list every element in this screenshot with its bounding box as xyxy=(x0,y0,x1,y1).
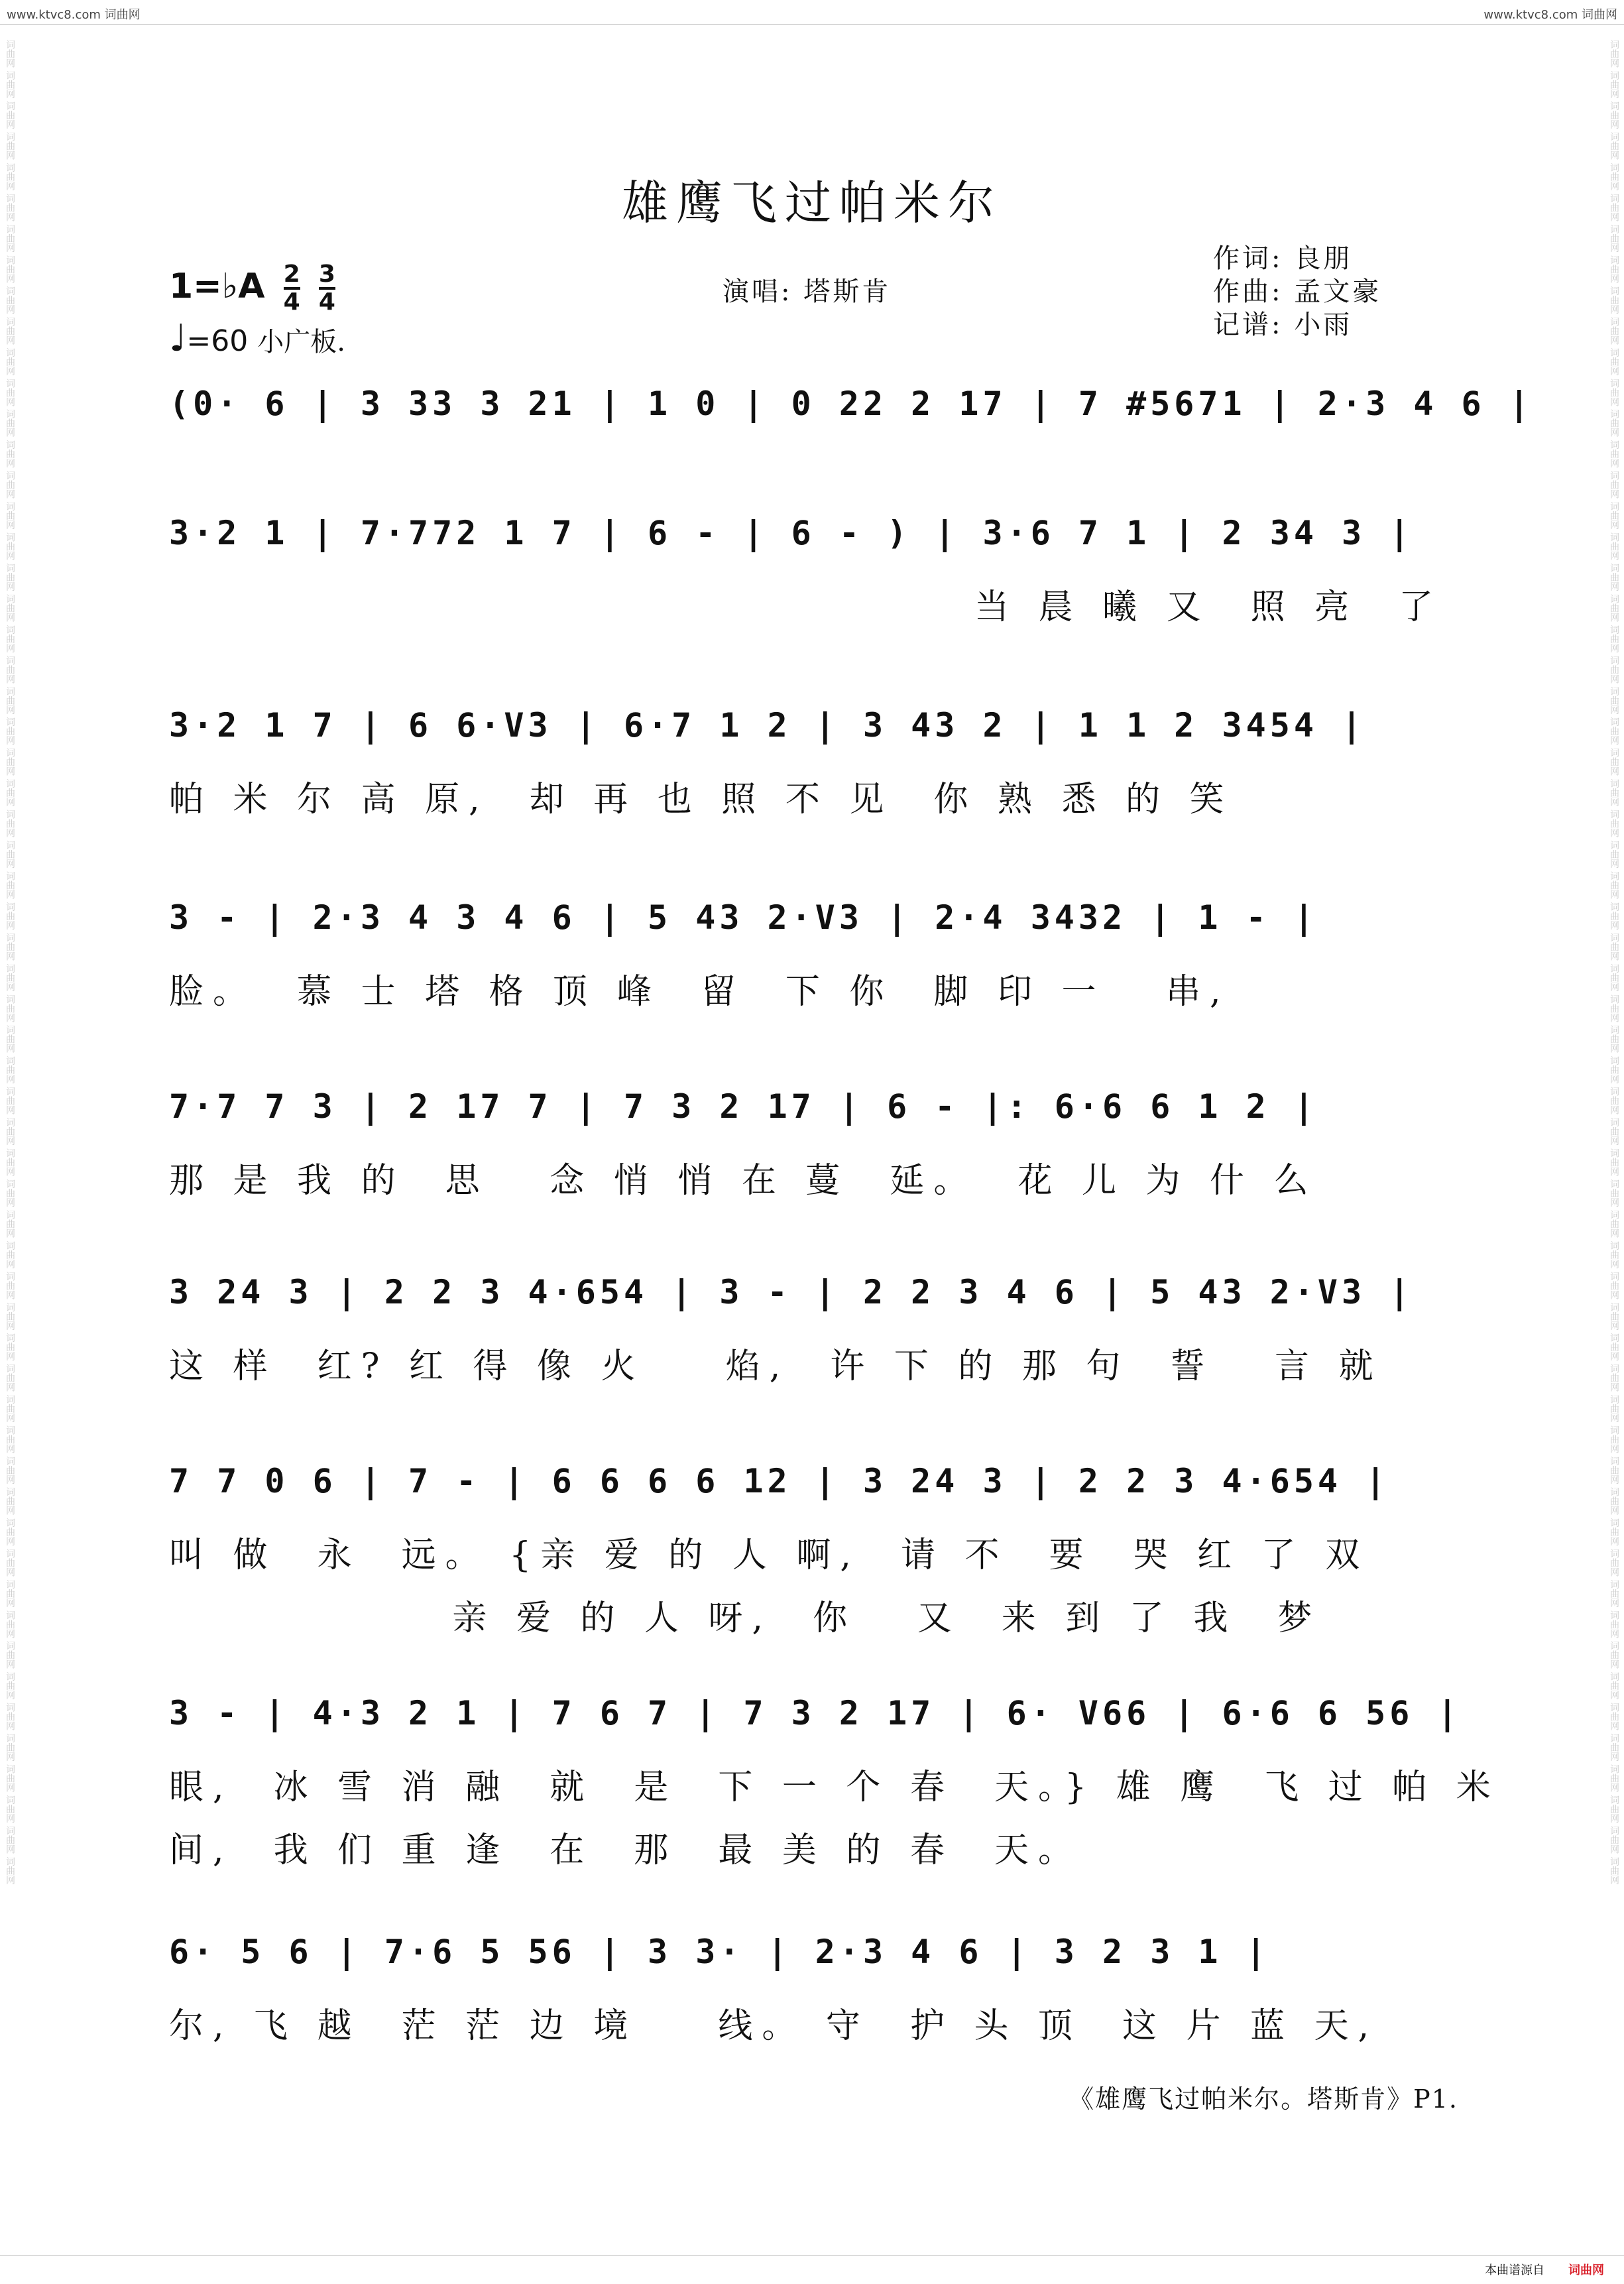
notation-line: 7·7 7 3 | 2 17 7 | 7 3 2 17 | 6 - |: 6·6 6 1 2 | xyxy=(169,1087,1318,1126)
tempo-text: 小广板. xyxy=(257,327,345,357)
brand-logo: 词曲网 xyxy=(1568,2263,1604,2277)
singer-credit: 演唱: 塔斯肯 xyxy=(723,276,892,307)
time-sig-2-bottom: 4 xyxy=(318,288,335,316)
footer-divider xyxy=(0,2255,1624,2256)
time-signature-1 xyxy=(284,262,300,315)
time-sig-1-top: 2 xyxy=(284,262,300,290)
lyric-line: 脸。 慕 士 塔 格 顶 峰 留 下 你 脚 印 一 串, xyxy=(169,972,1230,1012)
site-url-right: www.ktvc8.com 词曲网 xyxy=(1483,8,1617,22)
notation-line: 6· 5 6 | 7·6 5 56 | 3 3· | 2·3 4 6 | 3 2 3 1 | xyxy=(169,1933,1270,1971)
tempo-marking xyxy=(169,317,345,360)
lyric-line-2: 间, 我 们 重 逢 在 那 最 美 的 春 天。 xyxy=(169,1831,1082,1870)
right-watermark: 词曲网 词曲网 词曲网 词曲网 词曲网 词曲网 词曲网 词曲网 词曲网 词曲网 词曲网 词曲网 词曲网 词曲网 词曲网 词曲网 词曲网 词曲网 词曲网 词曲网 词曲网 词曲网 词曲网 词曲网 词曲网 词曲网 词曲网 词曲网 词曲网 词曲网 词曲网 词曲网 词曲网 词曲网 词曲网 词曲网 词曲网 词曲网 词曲网 词曲网 词曲网 词曲网 词曲网 词曲网 词曲网 词曲网 词曲网 词曲网 词曲网 词曲网 词曲网 词曲网 词曲网 词曲网 词曲网 词曲网 词曲网 词曲网 词曲网 词曲网 xyxy=(1609,40,1619,1885)
lyric-line: 尔, 飞 越 茫 茫 边 境 线。 守 护 头 顶 这 片 蓝 天, xyxy=(169,2006,1379,2046)
lyric-line: 叫 做 永 远。 {亲 爱 的 人 啊, 请 不 要 哭 红 了 双 xyxy=(169,1535,1369,1575)
lyricist-credit: 作词: 良朋 xyxy=(1213,243,1353,274)
page-footer: 《雄鹰飞过帕米尔。塔斯肯》P1. xyxy=(1069,2084,1458,2114)
lyric-line: 眼, 冰 雪 消 融 就 是 下 一 个 春 天。} 雄 鹰 飞 过 帕 米 xyxy=(169,1768,1500,1807)
site-url-left: www.ktvc8.com 词曲网 xyxy=(7,8,141,22)
lyric-line: 当 晨 曦 又 照 亮 了 xyxy=(974,587,1443,627)
system-7 xyxy=(169,1462,1389,1640)
system-3 xyxy=(169,706,1365,821)
lyric-line: 那 是 我 的 思 念 悄 悄 在 蔓 延。 花 儿 为 什 么 xyxy=(169,1161,1318,1201)
transcriber-credit: 记谱: 小雨 xyxy=(1213,310,1353,340)
notation-line: 3 24 3 | 2 2 3 4·654 | 3 - | 2 2 3 4 6 | 5 43 2·V3 | xyxy=(169,1273,1414,1311)
notation-line: 3 - | 4·3 2 1 | 7 6 7 | 7 3 2 17 | 6· V66 | 6·6 6 56 | xyxy=(169,1694,1462,1732)
quarter-note-icon: ♩ xyxy=(169,317,187,360)
left-watermark: 词曲网 词曲网 词曲网 词曲网 词曲网 词曲网 词曲网 词曲网 词曲网 词曲网 词曲网 词曲网 词曲网 词曲网 词曲网 词曲网 词曲网 词曲网 词曲网 词曲网 词曲网 词曲网 词曲网 词曲网 词曲网 词曲网 词曲网 词曲网 词曲网 词曲网 词曲网 词曲网 词曲网 词曲网 词曲网 词曲网 词曲网 词曲网 词曲网 词曲网 词曲网 词曲网 词曲网 词曲网 词曲网 词曲网 词曲网 词曲网 词曲网 词曲网 词曲网 词曲网 词曲网 词曲网 词曲网 词曲网 词曲网 词曲网 词曲网 词曲网 xyxy=(5,40,15,1885)
system-2 xyxy=(169,514,1442,629)
system-5 xyxy=(169,1087,1318,1202)
lyric-line: 这 样 红? 红 得 像 火 焰, 许 下 的 那 句 誓 言 就 xyxy=(169,1347,1383,1386)
lyric-line-2: 亲 爱 的 人 呀, 你 又 来 到 了 我 梦 xyxy=(169,1598,1322,1638)
system-6 xyxy=(169,1273,1413,1388)
notation-line: 3·2 1 | 7·772 1 7 | 6 - | 6 - ) | 3·6 7 1 | 2 34 3 | xyxy=(169,514,1414,552)
system-4 xyxy=(169,898,1318,1013)
lyric-line: 帕 米 尔 高 原, 却 再 也 照 不 见 你 熟 悉 的 笑 xyxy=(169,780,1234,819)
song-title: 雄鹰飞过帕米尔 xyxy=(622,176,1002,230)
system-1 xyxy=(169,385,1533,423)
source-stamp: 本曲谱源自 xyxy=(1485,2263,1544,2277)
notation-line: (0· 6 | 3 33 3 21 | 1 0 | 0 22 2 17 | 7 #5671 | 2·3 4 6 | xyxy=(169,385,1533,423)
notation-line: 3·2 1 7 | 6 6·V3 | 6·7 1 2 | 3 43 2 | 1 1 2 3454 | xyxy=(169,706,1366,745)
time-signature-2 xyxy=(319,262,335,315)
time-sig-1-bottom: 4 xyxy=(283,288,300,316)
system-8 xyxy=(169,1694,1500,1872)
notation-line: 7 7 0 6 | 7 - | 6 6 6 6 12 | 3 24 3 | 2 2 3 4·654 | xyxy=(169,1462,1390,1500)
notation-line: 3 - | 2·3 4 3 4 6 | 5 43 2·V3 | 2·4 3432 | 1 - | xyxy=(169,898,1318,937)
key-signature xyxy=(169,262,335,315)
tempo-value: =60 xyxy=(186,324,249,358)
key-label: 1=♭A xyxy=(169,267,265,306)
header-divider xyxy=(0,24,1624,25)
time-sig-2-top: 3 xyxy=(319,262,335,290)
system-9 xyxy=(169,1933,1378,2047)
composer-credit: 作曲: 孟文豪 xyxy=(1213,276,1382,307)
